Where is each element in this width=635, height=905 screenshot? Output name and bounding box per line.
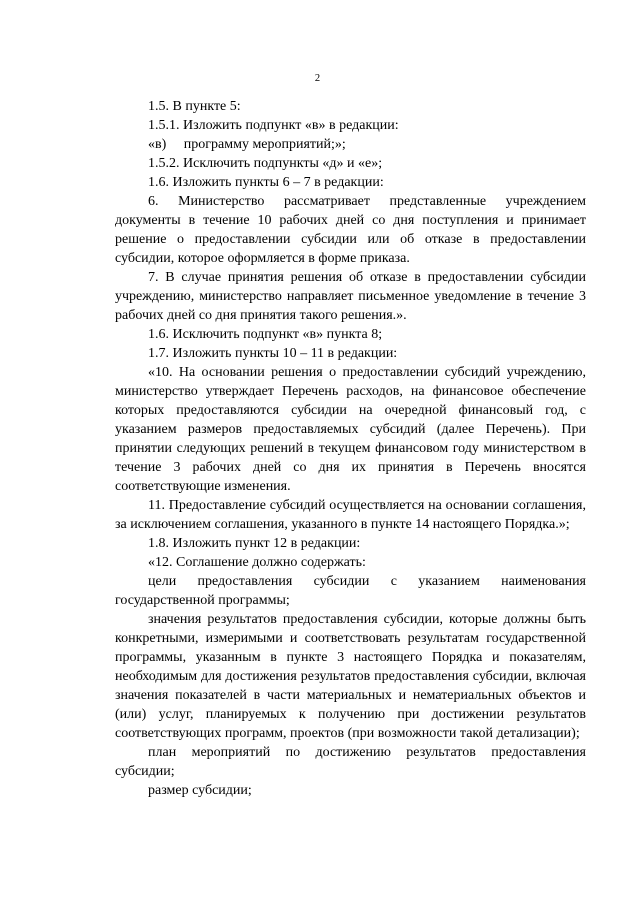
paragraph: 1.6. Изложить пункты 6 – 7 в редакции:: [148, 175, 384, 190]
paragraph: значения результатов предоставления субсидии, которые должны быть конкретными, измеримыми и соответствовать результатам государственной программы, указанным в пункте 3 настоящего Порядка и показателям, необходимым для достижения результатов предоставления субсидии, включая значения показателей в части материальных и нематериальных объектов и (или) услуг, планируемых к получению при достижении результатов соответствующих программ, проектов (при возможности такой детализации);: [115, 612, 586, 741]
paragraph: 1.8. Изложить пункт 12 в редакции:: [148, 536, 361, 551]
paragraph: размер субсидии;: [148, 783, 252, 798]
page-number: 2: [314, 73, 321, 84]
paragraph: 1.7. Изложить пункты 10 – 11 в редакции:: [148, 346, 398, 361]
paragraph: план мероприятий по достижению результатов предоставления субсидии;: [115, 745, 586, 779]
paragraph: 7. В случае принятия решения об отказе в предоставлении субсидии учреждению, министерство направляет письменное уведомление в течение 3 рабочих дней со дня принятия такого решения.».: [115, 270, 586, 323]
paragraph: 1.5.2. Исключить подпункты «д» и «е»;: [148, 156, 383, 171]
paragraph: 1.5.1. Изложить подпункт «в» в редакции:: [148, 118, 399, 133]
document-body: [115, 97, 586, 800]
paragraph: «12. Соглашение должно содержать:: [148, 555, 366, 570]
paragraph: 11. Предоставление субсидий осуществляется на основании соглашения, за исключением соглашения, указанного в пункте 14 настоящего Порядка.»;: [115, 498, 586, 532]
paragraph: 6. Министерство рассматривает представленные учреждением документы в течение 10 рабочих дней со дня поступления и принимает решение о предоставлении субсидии или об отказе в предоставлении субсидии, которое оформляется в форме приказа.: [115, 194, 586, 266]
paragraph: 1.5. В пункте 5:: [148, 99, 241, 114]
paragraph: «10. На основании решения о предоставлении субсидий учреждению, министерство утверждает Перечень расходов, на финансовое обеспечение которых предоставляются субсидии на очередной финансовый год, с указанием размеров предоставляемых субсидий (далее Перечень). При принятии следующих решений в текущем финансовом году министерством в течение 3 рабочих дней со дня их принятия в Перечень вносятся соответствующие изменения.: [115, 365, 586, 494]
paragraph: 1.6. Исключить подпункт «в» пункта 8;: [148, 327, 383, 342]
paragraph: цели предоставления субсидии с указанием наименования государственной программы;: [115, 574, 586, 608]
paragraph: «в) программу мероприятий;»;: [148, 137, 346, 152]
